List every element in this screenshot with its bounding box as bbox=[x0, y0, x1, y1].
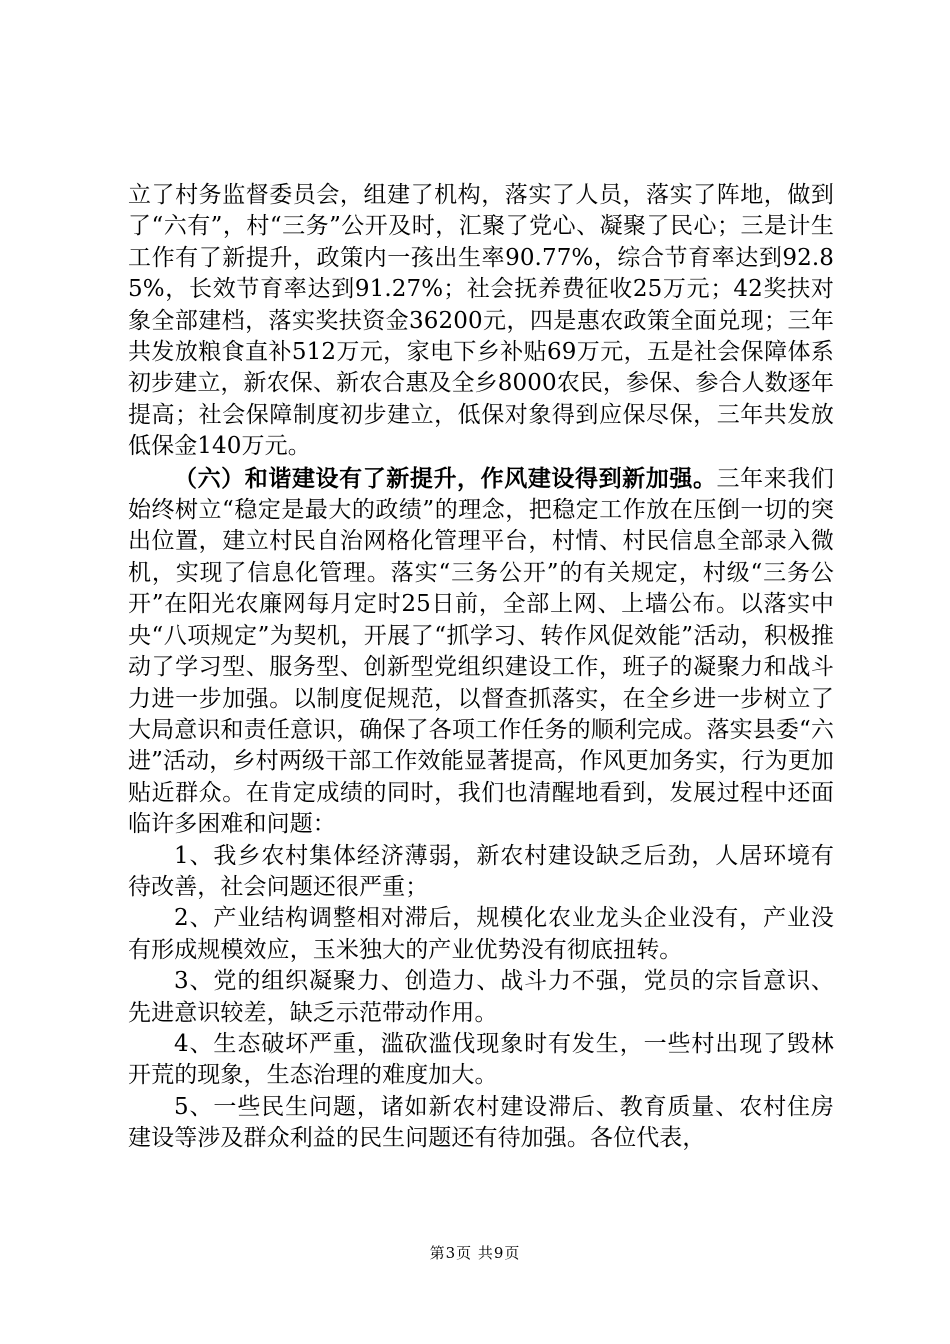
paragraph-continued bbox=[128, 180, 834, 463]
problem-item-3 bbox=[128, 966, 834, 1029]
problem-text: 2、产业结构调整相对滞后，规模化农业龙头企业没有，产业没有形成规模效应，玉米独大的产业优势没有彻底扭转。 bbox=[128, 905, 834, 963]
document-body bbox=[128, 180, 834, 1155]
problem-item-4 bbox=[128, 1029, 834, 1092]
problem-item-5 bbox=[128, 1092, 834, 1155]
problem-item-1 bbox=[128, 841, 834, 904]
paragraph-text: 三年来我们始终树立“稳定是最大的政绩”的理念，把稳定工作放在压倒一切的突出位置，建立村民自治网格化管理平台，村情、村民信息全部录入微机，实现了信息化管理。落实“三务公开”的有关规定，村级“三务公开”在阳光农廉网每月定时25日前，全部上网、上墙公布。以落实中央“八项规定”为契机，开展了“抓学习、转作风促效能”活动，积极推动了学习型、服务型、创新型党组织建设工作，班子的凝聚力和战斗力进一步加强。以制度促规范，以督查抓落实，在全乡进一步树立了大局意识和责任意识，确保了各项工作任务的顺利完成。落实县委“六进”活动，乡村两级干部工作效能显著提高，作风更加务实，行为更加贴近群众。在肯定成绩的同时，我们也清醒地看到，发展过程中还面临许多困难和问题： bbox=[128, 465, 835, 838]
section-heading: （六）和谐建设有了新提升，作风建设得到新加强。 bbox=[174, 464, 717, 492]
problem-text: 4、生态破坏严重，滥砍滥伐现象时有发生，一些村出现了毁林开荒的现象，生态治理的难度加大。 bbox=[128, 1030, 834, 1089]
paragraph-section-six bbox=[128, 463, 834, 841]
problem-text: 1、我乡农村集体经济薄弱，新农村建设缺乏后劲，人居环境有待改善，社会问题还很严重； bbox=[128, 842, 834, 900]
problem-text: 5、一些民生问题，诸如新农村建设滞后、教育质量、农村住房建设等涉及群众利益的民生问题还有待加强。各位代表， bbox=[128, 1093, 834, 1152]
page-number-footer: 第3页 共9页 bbox=[429, 1244, 521, 1262]
problem-item-2 bbox=[128, 903, 834, 966]
problem-text: 3、党的组织凝聚力、创造力、战斗力不强，党员的宗旨意识、先进意识较差，缺乏示范带动作用。 bbox=[128, 968, 834, 1026]
paragraph-text: 立了村务监督委员会，组建了机构，落实了人员，落实了阵地，做到了“六有”，村“三务”公开及时，汇聚了党心、凝聚了民心；三是计生工作有了新提升，政策内一孩出生率90.77%，综合节育率达到92.85%，长效节育率达到91.27%；社会抚养费征收25万元；42奖扶对象全部建档，落实奖扶资金36200元，四是惠农政策全面兑现；三年共发放粮食直补512万元，家电下乡补贴69万元，五是社会保障体系初步建立，新农保、新农合惠及全乡8000农民，参保、参合人数逐年提高；社会保障制度初步建立，低保对象得到应保尽保，三年共发放低保金140万元。 bbox=[128, 182, 834, 460]
